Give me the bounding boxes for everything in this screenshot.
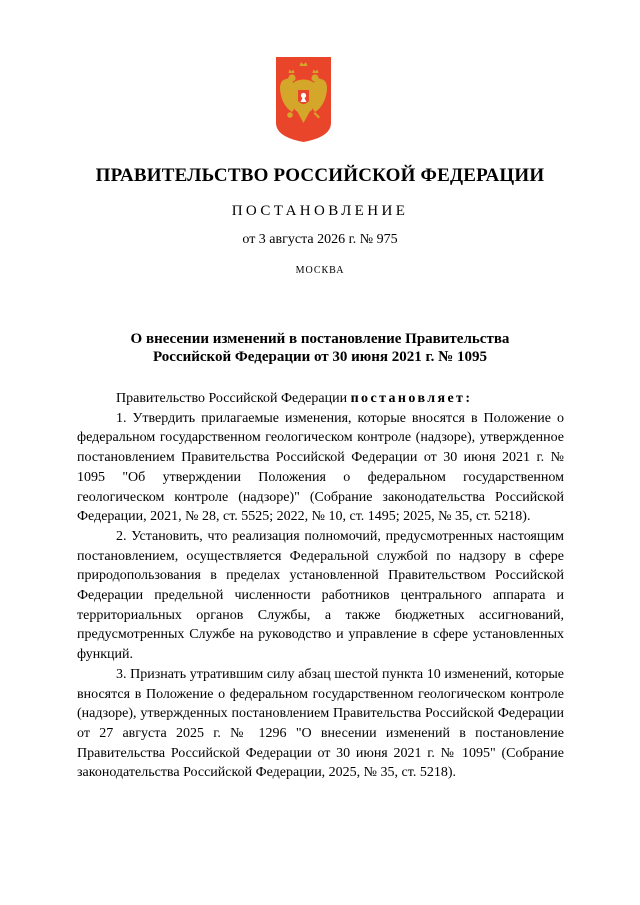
subject-line-1: О внесении изменений в постановление Правительства xyxy=(130,331,510,347)
paragraph-1: 1. Утвердить прилагаемые изменения, которые вносятся в Положение о федеральном государственном геологическом контроле (надзоре), утвержденное постановлением Правительства Российской Федерации от 30 июня 2021 г. № 1095 "Об утверждении Положения о федеральном государственном геологическом контроле (надзоре)" (Собрание законодательства Российской Федерации, 2021, № 28, ст. 5525; 2022, № 10, ст. 1495; 2025, № 35, ст. 5218). xyxy=(77,410,564,525)
subject-line-2: Российской Федерации от 30 июня 2021 г. № 1095 xyxy=(153,349,487,365)
document-body xyxy=(77,389,564,783)
russian-coat-of-arms-icon xyxy=(276,57,331,142)
decree-intro-text: Правительство Российской Федерации xyxy=(116,391,351,406)
document-city: МОСКВА xyxy=(295,265,345,276)
document-subject xyxy=(0,330,640,366)
paragraph-2: 2. Установить, что реализация полномочий, предусмотренных настоящим постановлением, осуществляется Федеральной службой по надзору в сфере природопользования в пределах установленной Правительством Российской Федерации предельной численности работников центрального аппарата и территориальных органов Службы, а также бюджетных ассигнований, предусмотренных Службе на руководство и управление в сфере установленных функций. xyxy=(77,528,564,663)
decree-word: постановляет: xyxy=(350,391,473,406)
document-type: ПОСТАНОВЛЕНИЕ xyxy=(231,203,409,219)
paragraph-3: 3. Признать утратившим силу абзац шестой пункта 10 изменений, которые вносятся в Положение о федеральном государственном геологическом контроле (надзоре), утвержденных постановлением Правительства Российской Федерации от 27 августа 2025 г. № 1296 "О внесении изменений в постановление Правительства Российской Федерации от 30 июня 2021 г. № 1095" (Собрание законодательства Российской Федерации, 2025, № 35, ст. 5218). xyxy=(77,666,564,781)
government-title: ПРАВИТЕЛЬСТВО РОССИЙСКОЙ ФЕДЕРАЦИИ xyxy=(95,165,545,186)
decree-intro xyxy=(77,389,564,409)
document-date-number: от 3 августа 2026 г. № 975 xyxy=(242,232,398,247)
